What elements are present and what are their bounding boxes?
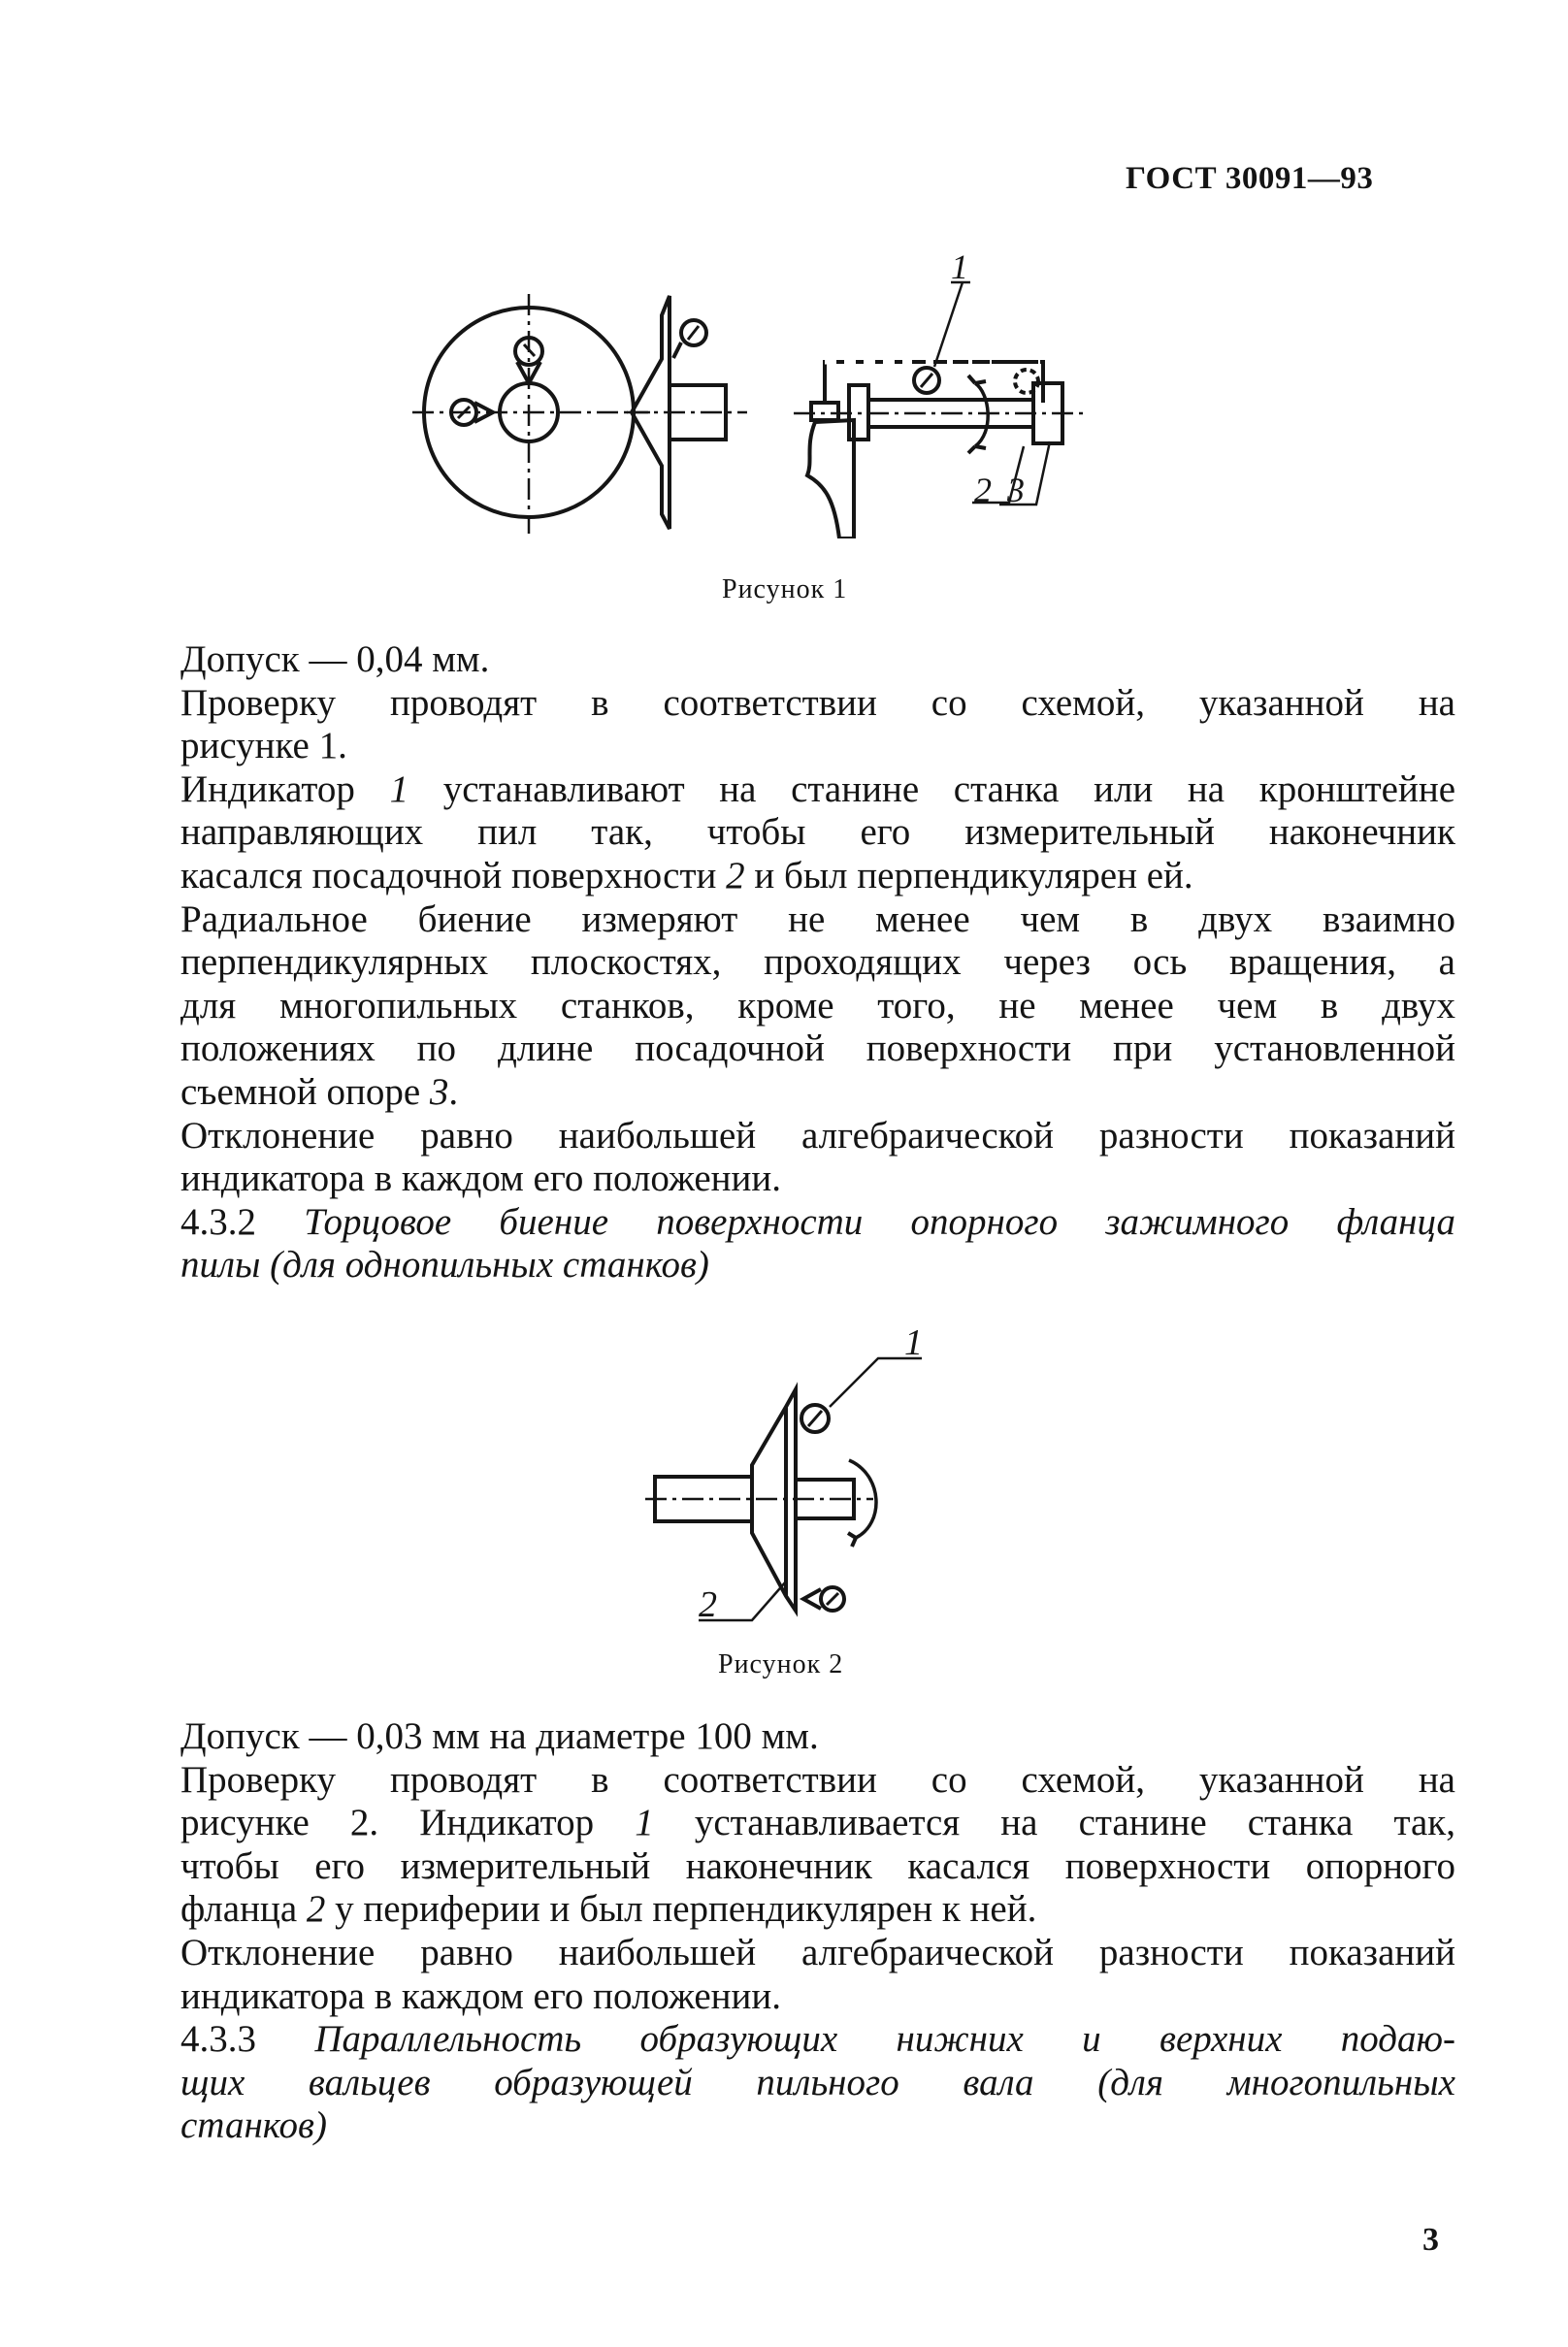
radial-line5: съемной опоре 3.: [180, 1070, 459, 1113]
figure-2-caption: Рисунок 2: [718, 1649, 844, 1679]
tolerance-2: Допуск — 0,03 мм на диаметре 100 мм.: [180, 1715, 819, 1757]
deviation-2-line1: Отклонение равно наибольшей алгебраической разности показаний: [180, 1931, 1455, 1973]
section-4-3-3-title-line1: 4.3.3 Параллельность образующих нижних и верхних подаю-: [180, 2018, 1456, 2061]
page-number: 3: [1422, 2222, 1439, 2258]
figure-1-caption: Рисунок 1: [722, 574, 848, 604]
figure-1: [408, 247, 1145, 538]
fig2-label-1: 1: [904, 1329, 923, 1363]
radial-line1: Радиальное биение измеряют не менее чем в двух взаимно: [180, 897, 1455, 940]
fig1-label-3: 3: [1007, 471, 1025, 509]
check-2-line2: рисунке 2. Индикатор 1 устанавливается на станине станка так,: [180, 1802, 1456, 1844]
machine-bed: [807, 420, 854, 538]
indicator-1-line2: направляющих пил так, чтобы его измерительный наконечник: [180, 811, 1455, 854]
check-2-line3: чтобы его измерительный наконечник касался поверхности опорного: [180, 1844, 1455, 1887]
radial-line2: перпендикулярных плоскостях, проходящих через ось вращения, а: [180, 941, 1455, 984]
check-1-line1: Проверку проводят в соответствии со схемой, указанной на: [180, 681, 1455, 724]
deviation-1-line2: индикатора в каждом его положении.: [180, 1157, 782, 1200]
fig1-label-1: 1: [951, 247, 968, 286]
radial-line3: для многопильных станков, кроме того, не менее чем в двух: [180, 984, 1455, 1027]
tolerance-1: Допуск — 0,04 мм.: [180, 638, 490, 680]
figure-2: [640, 1329, 951, 1630]
figure-1-drawing: [408, 247, 1145, 538]
check-2-line1: Проверку проводят в соответствии со схемой, указанной на: [180, 1758, 1455, 1801]
section-4-3-1-text: [180, 638, 1455, 1288]
check-2-line4: фланца 2 у периферии и был перпендикулярен к ней.: [180, 1888, 1037, 1931]
section-4-3-3-title-line2: щих вальцев образующей пильного вала (для многопильных: [180, 2061, 1455, 2103]
check-1-line2: рисунке 1.: [180, 725, 347, 767]
indicator-1-line3: касался посадочной поверхности 2 и был перпендикулярен ей.: [180, 854, 1193, 896]
section-4-3-3-title-line3: станков): [180, 2104, 327, 2147]
section-4-3-2-title-line1: 4.3.2 Торцовое биение поверхности опорного зажимного фланца: [180, 1200, 1455, 1243]
document-header: ГОСТ 30091—93: [1126, 161, 1374, 196]
section-4-3-2-text: [180, 1715, 1455, 2148]
deviation-1-line1: Отклонение равно наибольшей алгебраической разности показаний: [180, 1114, 1455, 1157]
radial-line4: положениях по длине посадочной поверхности при установленной: [180, 1027, 1455, 1070]
fig1-label-2: 2: [974, 471, 992, 509]
deviation-2-line2: индикатора в каждом его положении.: [180, 1974, 782, 2017]
indicator-1-line1: Индикатор 1 устанавливают на станине станка или на кронштейне: [180, 767, 1456, 810]
figure-2-drawing: [640, 1329, 951, 1630]
section-4-3-2-title-line2: пилы (для однопильных станков): [180, 1244, 709, 1287]
fig2-label-2: 2: [699, 1584, 717, 1625]
